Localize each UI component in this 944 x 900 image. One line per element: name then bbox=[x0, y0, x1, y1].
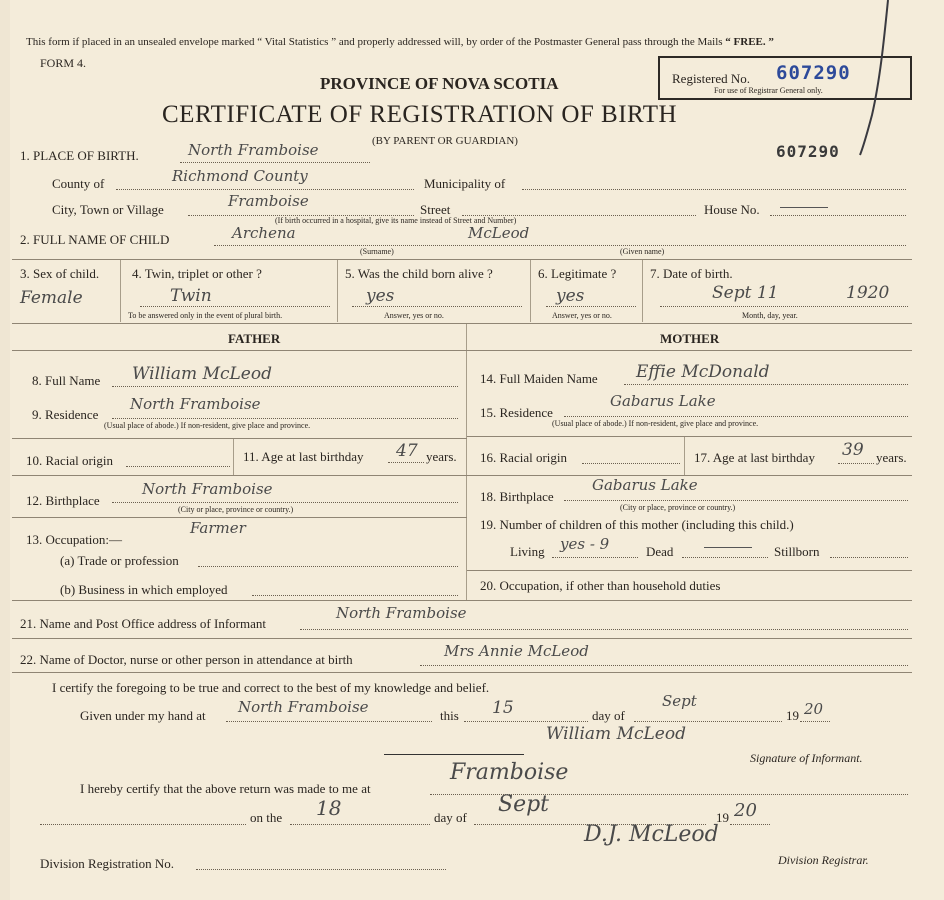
registered-number: 607290 bbox=[776, 62, 851, 84]
mother-birthplace-note: (City or place, province or country.) bbox=[620, 503, 736, 512]
mother-racial-label: 16. Racial origin bbox=[480, 450, 568, 465]
living-label: Living bbox=[510, 544, 545, 559]
father-racial-label: 10. Racial origin bbox=[26, 453, 114, 468]
mother-residence-label: 15. Residence bbox=[480, 405, 553, 420]
mother-heading: MOTHER bbox=[660, 331, 720, 346]
given-caption: (Given name) bbox=[620, 247, 665, 256]
alive-note: Answer, yes or no. bbox=[384, 311, 444, 320]
child-name-label: 2. FULL NAME OF CHILD bbox=[20, 232, 170, 247]
city-label: City, Town or Village bbox=[52, 202, 164, 217]
dob-label: 7. Date of birth. bbox=[650, 266, 733, 281]
mother-years: years. bbox=[876, 450, 907, 465]
given-place-value: North Framboise bbox=[238, 698, 369, 716]
city-value: Framboise bbox=[228, 192, 309, 210]
doctor-value: Mrs Annie McLeod bbox=[444, 642, 589, 660]
postal-notice-text: This form if placed in an unsealed envelope marked “ Vital Statistics ” and properly addressed will, by order of the Postmaster General pass through the Mails bbox=[26, 36, 723, 48]
county-label: County of bbox=[52, 176, 105, 191]
father-heading: FATHER bbox=[228, 331, 281, 346]
legitimate-value: yes bbox=[556, 286, 585, 306]
father-trade-label: (a) Trade or profession bbox=[60, 553, 179, 568]
certify-statement: I certify the foregoing to be true and correct to the best of my knowledge and belief. bbox=[52, 680, 490, 695]
father-occupation-value: Farmer bbox=[190, 519, 246, 537]
informant-value: North Framboise bbox=[336, 604, 467, 622]
postal-notice bbox=[26, 36, 774, 48]
sex-value: Female bbox=[20, 288, 83, 308]
father-residence-value: North Framboise bbox=[130, 395, 261, 413]
father-years: years. bbox=[426, 449, 457, 464]
return-day-value: 18 bbox=[316, 796, 342, 820]
given-year-suffix: 20 bbox=[804, 700, 824, 718]
return-month-value: Sept bbox=[498, 792, 550, 817]
registrar-note: For use of Registrar General only. bbox=[714, 86, 823, 95]
return-place-value: Framboise bbox=[450, 760, 569, 785]
return-year-suffix: 20 bbox=[734, 800, 757, 821]
return-on-the: on the bbox=[250, 810, 283, 825]
given-day-value: 15 bbox=[492, 698, 514, 718]
legitimate-label: 6. Legitimate ? bbox=[538, 266, 617, 281]
twin-note: To be answered only in the event of plural birth. bbox=[128, 311, 283, 320]
twin-label: 4. Twin, triplet or other ? bbox=[132, 266, 262, 281]
alive-value: yes bbox=[366, 286, 395, 306]
mother-birthplace-value: Gabarus Lake bbox=[592, 476, 698, 494]
surname-caption: (Surname) bbox=[360, 247, 394, 256]
father-birthplace-value: North Framboise bbox=[142, 480, 273, 498]
province-heading: PROVINCE OF NOVA SCOTIA bbox=[320, 74, 559, 93]
child-given-name: Archena bbox=[232, 224, 296, 242]
dead-label: Dead bbox=[646, 544, 674, 559]
form-number: FORM 4. bbox=[40, 56, 87, 70]
postal-notice-free: “ FREE. ” bbox=[725, 36, 774, 48]
place-of-birth-label: 1. PLACE OF BIRTH. bbox=[20, 148, 139, 163]
mother-residence-value: Gabarus Lake bbox=[610, 392, 716, 410]
this-label: this bbox=[440, 708, 459, 723]
informant-signature: William McLeod bbox=[546, 724, 686, 744]
mother-name-label: 14. Full Maiden Name bbox=[480, 371, 598, 386]
alive-label: 5. Was the child born alive ? bbox=[345, 266, 493, 281]
informant-label: 21. Name and Post Office address of Informant bbox=[20, 616, 266, 631]
father-business-label: (b) Business in which employed bbox=[60, 582, 228, 597]
stillborn-label: Stillborn bbox=[774, 544, 820, 559]
mother-name-value: Effie McDonald bbox=[636, 362, 770, 382]
pen-stroke-mark bbox=[850, 0, 890, 160]
living-value: yes - 9 bbox=[560, 535, 610, 553]
father-residence-label: 9. Residence bbox=[32, 407, 99, 422]
street-label: Street bbox=[420, 202, 451, 217]
return-day-of: day of bbox=[434, 810, 467, 825]
father-residence-note: (Usual place of abode.) If non-resident, give place and province. bbox=[104, 421, 311, 430]
dob-value: Sept 11 bbox=[712, 283, 779, 303]
dob-year: 1920 bbox=[846, 283, 890, 303]
mother-occupation-label: 20. Occupation, if other than household duties bbox=[480, 578, 721, 593]
registered-label: Registered No. bbox=[672, 71, 750, 86]
father-name-value: William McLeod bbox=[132, 364, 272, 384]
mother-birthplace-label: 18. Birthplace bbox=[480, 489, 554, 504]
division-registration-label: Division Registration No. bbox=[40, 856, 174, 871]
father-age-label: 11. Age at last birthday bbox=[243, 449, 364, 464]
father-name-label: 8. Full Name bbox=[32, 373, 101, 388]
given-day-of: day of bbox=[592, 708, 625, 723]
division-registrar-label: Division Registrar. bbox=[778, 853, 869, 867]
mother-age-label: 17. Age at last birthday bbox=[694, 450, 815, 465]
stamp-number: 607290 bbox=[776, 142, 840, 161]
father-occupation-label: 13. Occupation:— bbox=[26, 532, 123, 547]
county-value: Richmond County bbox=[172, 167, 308, 185]
father-birthplace-note: (City or place, province or country.) bbox=[178, 505, 294, 514]
given-year-prefix: 19 bbox=[786, 708, 799, 723]
informant-signature-label: Signature of Informant. bbox=[750, 751, 863, 765]
mother-residence-note: (Usual place of abode.) If non-resident, give place and province. bbox=[552, 419, 759, 428]
place-of-birth-value: North Framboise bbox=[188, 141, 319, 159]
given-month-value: Sept bbox=[662, 692, 697, 710]
child-surname: McLeod bbox=[468, 224, 530, 242]
by-parent-note: (BY PARENT OR GUARDIAN) bbox=[372, 135, 518, 147]
hospital-note: (If birth occurred in a hospital, give its name instead of Street and Number) bbox=[275, 216, 517, 225]
sex-label: 3. Sex of child. bbox=[20, 266, 100, 281]
page-title: CERTIFICATE OF REGISTRATION OF BIRTH bbox=[162, 101, 678, 128]
legitimate-note: Answer, yes or no. bbox=[552, 311, 612, 320]
house-label: House No. bbox=[704, 202, 760, 217]
given-under-label: Given under my hand at bbox=[80, 708, 206, 723]
mother-age-value: 39 bbox=[842, 440, 864, 460]
father-birthplace-label: 12. Birthplace bbox=[26, 493, 100, 508]
doctor-label: 22. Name of Doctor, nurse or other person in attendance at birth bbox=[20, 652, 353, 667]
return-year-prefix: 19 bbox=[716, 810, 729, 825]
return-certify-statement: I hereby certify that the above return was made to me at bbox=[80, 781, 371, 796]
dob-note: Month, day, year. bbox=[742, 311, 798, 320]
municipality-label: Municipality of bbox=[424, 176, 506, 191]
registrar-signature: D.J. McLeod bbox=[584, 822, 719, 847]
mother-children-label: 19. Number of children of this mother (including this child.) bbox=[480, 517, 794, 532]
twin-value: Twin bbox=[170, 286, 212, 306]
father-age-value: 47 bbox=[396, 441, 418, 461]
